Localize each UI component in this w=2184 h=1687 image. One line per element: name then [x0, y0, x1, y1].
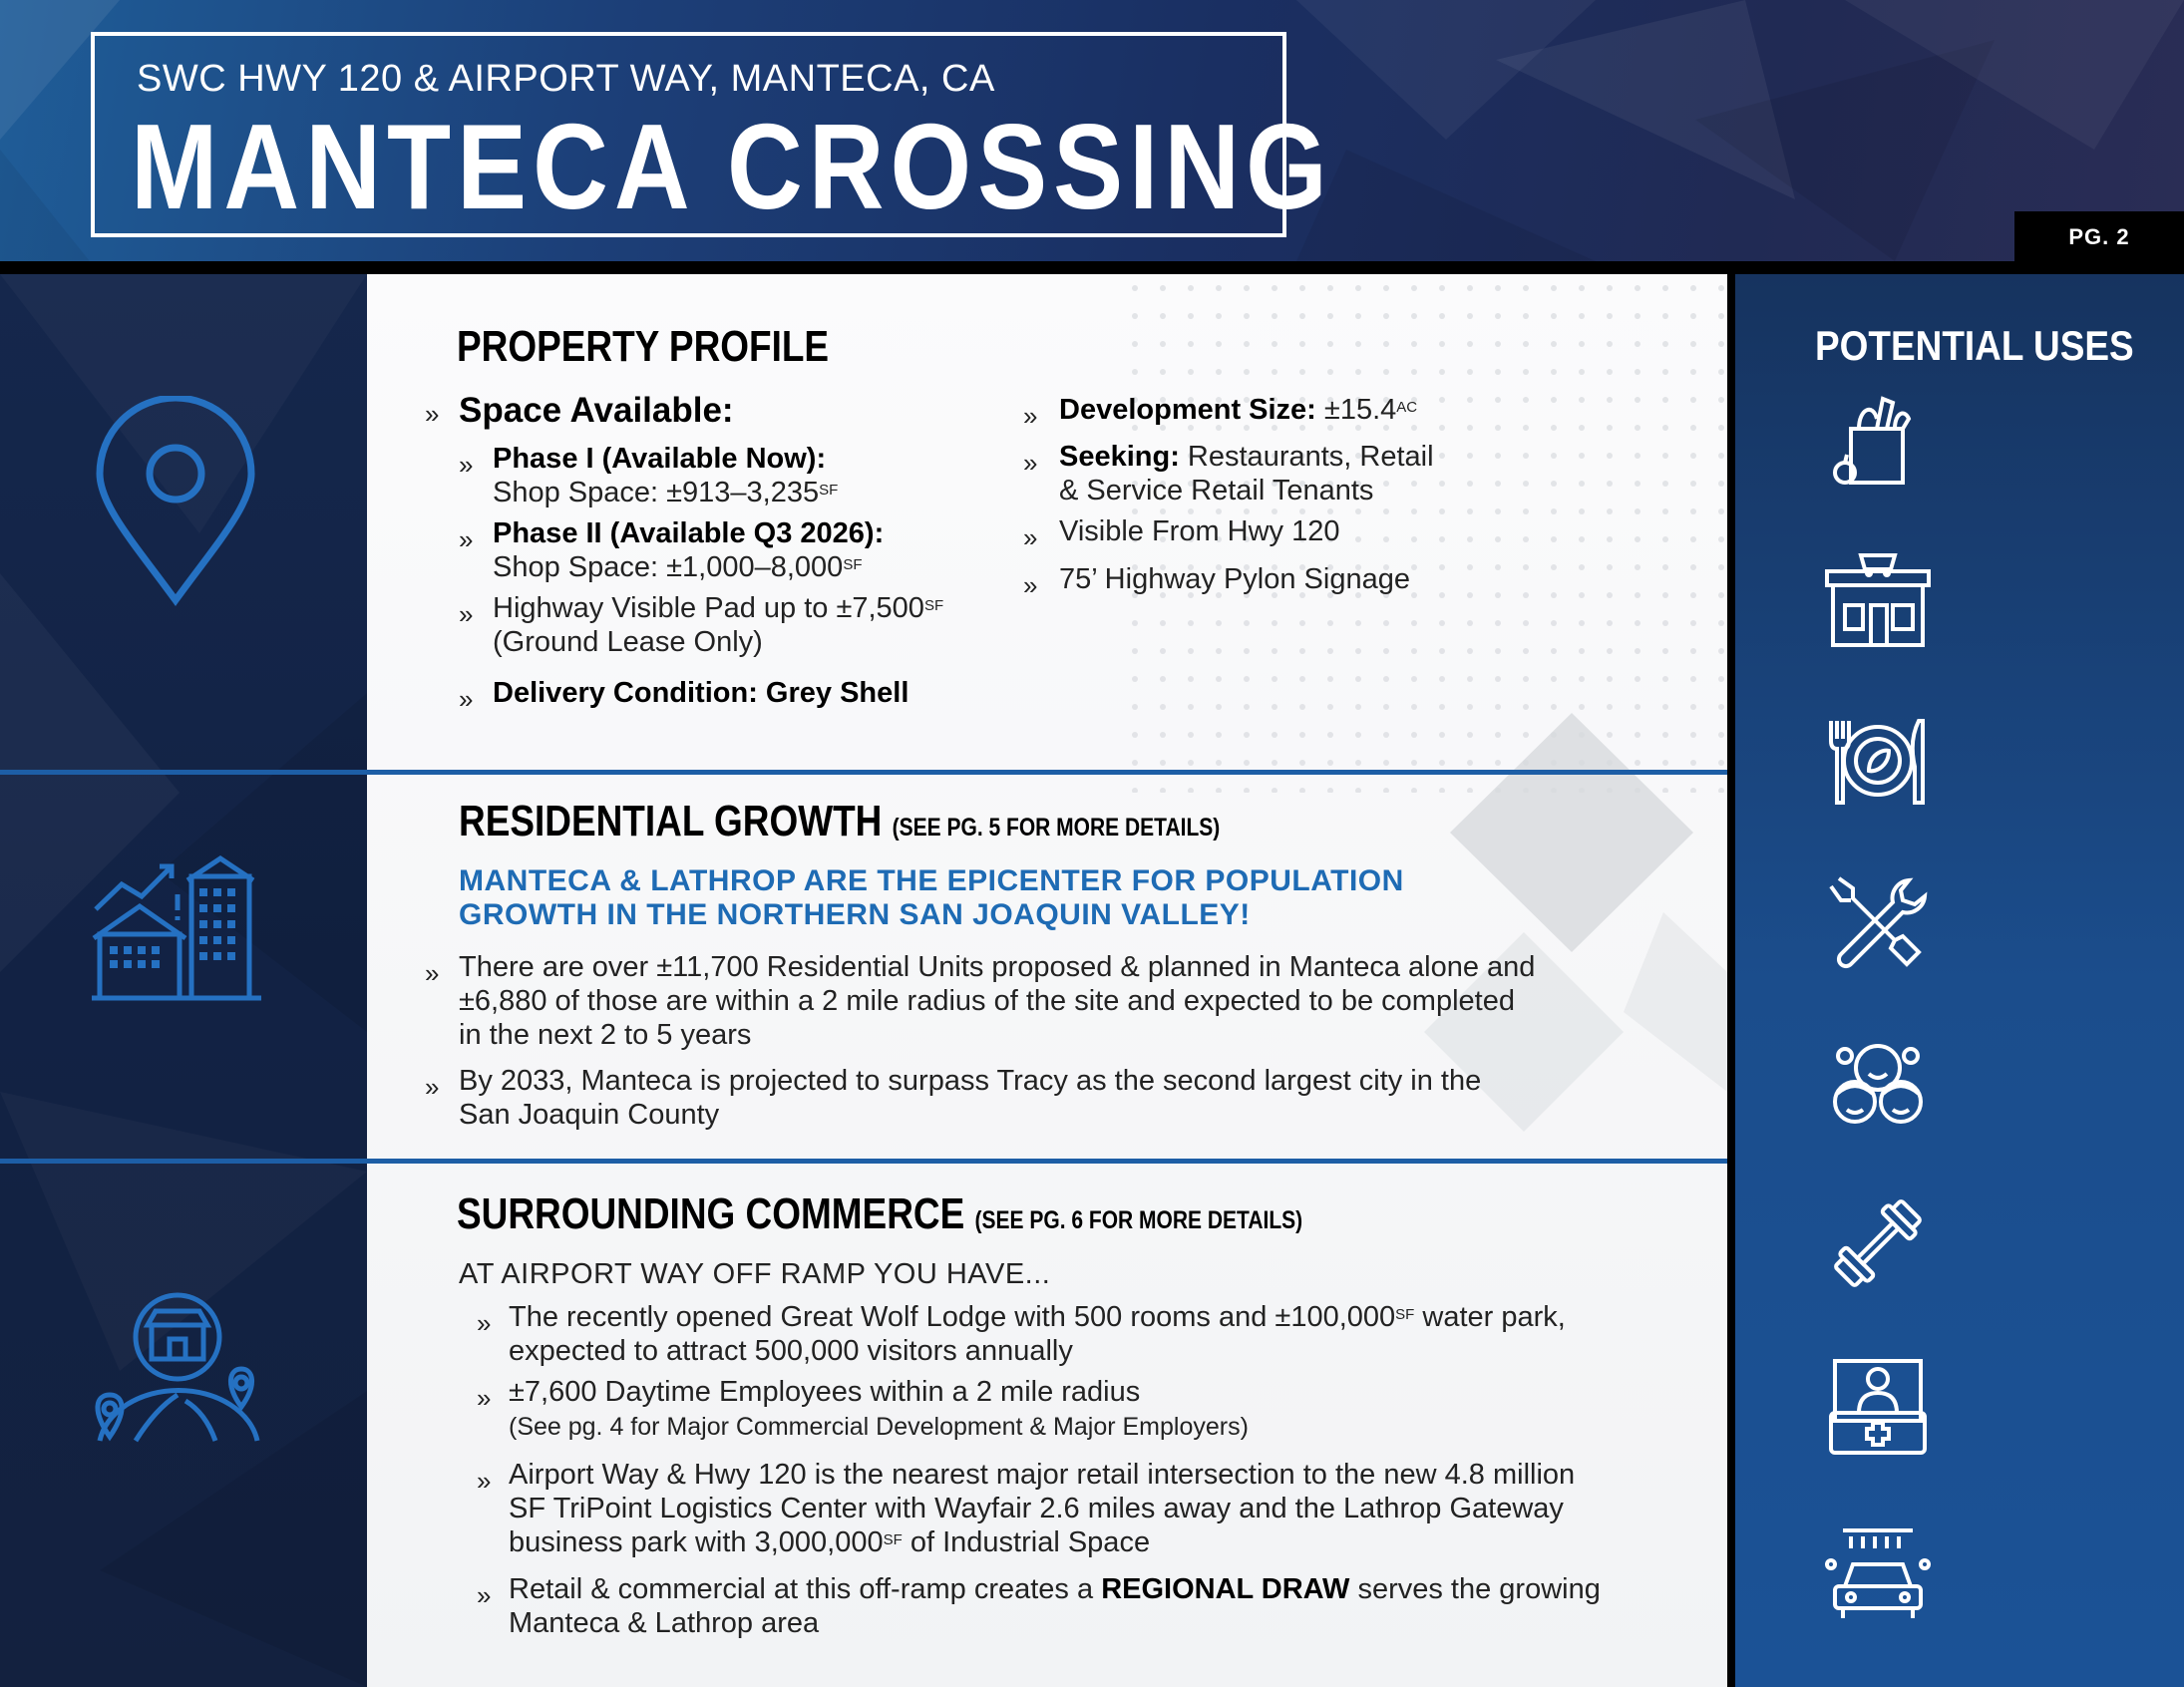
surrounding-commerce-heading — [457, 1189, 1302, 1239]
great-wolf-line-2: expected to attract 500,000 visitors annually — [509, 1335, 1073, 1367]
pylon-signage: 75’ Highway Pylon Signage — [1059, 563, 1410, 595]
tools-icon — [1823, 870, 1933, 970]
main-content — [367, 274, 1727, 1687]
development-size-label: Development Size: — [1059, 394, 1316, 426]
bullet-glyph: » — [425, 399, 440, 429]
fitness-icon — [1823, 1193, 1933, 1293]
residential-units-line-1: There are over ±11,700 Residential Units proposed & planned in Manteca alone and — [459, 951, 1536, 983]
section-divider — [0, 770, 1727, 775]
highlight-line-2: GROWTH IN THE NORTHERN SAN JOAQUIN VALLEY! — [459, 898, 1251, 931]
bullet-glyph: » — [477, 1580, 492, 1610]
daytime-employees: ±7,600 Daytime Employees within a 2 mile radius — [509, 1376, 1141, 1408]
residential-units-line-2: ±6,880 of those are within a 2 mile radius of the site and expected to be completed — [459, 985, 1515, 1017]
potential-uses-heading: POTENTIAL USES — [1815, 322, 2134, 369]
seeking-value: Restaurants, Retail — [1179, 441, 1434, 473]
header-divider — [0, 261, 2184, 274]
phase1-title: Phase I (Available Now): — [493, 443, 827, 475]
property-profile-heading: PROPERTY PROFILE — [457, 322, 830, 371]
sf-unit: SF — [819, 482, 839, 499]
bullet-glyph: » — [477, 1383, 492, 1413]
potential-uses-panel — [1735, 274, 2184, 1687]
bullet-glyph: » — [425, 1072, 440, 1102]
projection-line-1: By 2033, Manteca is projected to surpass Tracy as the second largest city in the — [459, 1065, 1482, 1097]
regional-draw-line-1: Retail & commercial at this off-ramp creates a — [509, 1573, 1102, 1605]
left-icon-column — [0, 274, 367, 1687]
header-banner — [0, 0, 2184, 261]
location-pin-icon — [96, 396, 255, 610]
bullet-glyph: » — [425, 958, 440, 988]
residential-growth-title: RESIDENTIAL GROWTH — [459, 797, 883, 845]
visible-from-hwy: Visible From Hwy 120 — [1059, 515, 1340, 547]
residential-growth-heading — [459, 797, 1220, 846]
sf-unit: SF — [923, 597, 944, 614]
kids-icon — [1823, 1034, 1933, 1134]
page-number-tab: PG. 2 — [2014, 211, 2184, 263]
sf-unit: SF — [1395, 1306, 1415, 1323]
delivery-condition: Delivery Condition: Grey Shell — [493, 677, 910, 709]
phase2-shop-space: Shop Space: ±1,000–8,000 — [493, 551, 844, 583]
bullet-glyph: » — [1023, 448, 1038, 478]
residential-growth-icon — [92, 854, 261, 1002]
bullet-glyph: » — [459, 524, 474, 554]
seeking-value-cont: & Service Retail Tenants — [1059, 475, 1374, 506]
seeking-label: Seeking: — [1059, 441, 1180, 473]
title-box — [91, 32, 1333, 237]
acre-unit: AC — [1396, 399, 1418, 416]
ground-lease-text: (Ground Lease Only) — [493, 626, 763, 658]
tripoint-line-2: SF TriPoint Logistics Center with Wayfair 2.6 miles away and the Lathrop Gateway — [509, 1493, 1564, 1524]
employers-reference: (See pg. 4 for Major Commercial Development & Major Employers) — [509, 1413, 1249, 1441]
phase2-title: Phase II (Available Q3 2026): — [493, 517, 885, 549]
highlight-line-1: MANTECA & LATHROP ARE THE EPICENTER FOR POPULATION — [459, 864, 1404, 897]
surrounding-commerce-note: (SEE PG. 6 FOR MORE DETAILS) — [974, 1206, 1303, 1234]
medical-icon — [1823, 1357, 1933, 1457]
residential-units-line-3: in the next 2 to 5 years — [459, 1019, 752, 1051]
tripoint-line-3-cont: of Industrial Space — [902, 1526, 1151, 1558]
restaurant-icon — [1823, 711, 1933, 811]
bullet-glyph: » — [477, 1466, 492, 1496]
page-title: MANTECA CROSSING — [131, 99, 1333, 234]
regional-draw-line-2: Manteca & Lathrop area — [509, 1607, 820, 1639]
store-icon — [1823, 551, 1933, 651]
regional-draw-emphasis: REGIONAL DRAW — [1101, 1573, 1350, 1605]
surrounding-commerce-title: SURROUNDING COMMERCE — [457, 1189, 965, 1238]
great-wolf-line-1: The recently opened Great Wolf Lodge with 500 rooms and ±100,000 — [509, 1301, 1396, 1333]
development-size-value: ±15.4 — [1315, 394, 1397, 426]
car-wash-icon — [1823, 1524, 1933, 1624]
bullet-glyph: » — [1023, 401, 1038, 431]
bullet-glyph: » — [459, 450, 474, 480]
space-available-label: Space Available: — [459, 391, 734, 430]
regional-draw-line-1-cont: serves the growing — [1349, 1573, 1601, 1605]
tripoint-line-1: Airport Way & Hwy 120 is the nearest major retail intersection to the new 4.8 million — [509, 1459, 1576, 1491]
commerce-intro: AT AIRPORT WAY OFF RAMP YOU HAVE... — [459, 1258, 1051, 1290]
sf-unit: SF — [883, 1531, 903, 1548]
great-wolf-line-1-cont: water park, — [1414, 1301, 1566, 1333]
potential-uses-column — [1727, 274, 2184, 1687]
bullet-glyph: » — [1023, 570, 1038, 600]
property-address: SWC HWY 120 & AIRPORT WAY, MANTECA, CA — [137, 58, 995, 100]
bullet-glyph: » — [459, 599, 474, 629]
tripoint-line-3: business park with 3,000,000 — [509, 1526, 884, 1558]
residential-growth-note: (SEE PG. 5 FOR MORE DETAILS) — [892, 814, 1221, 842]
phase1-shop-space: Shop Space: ±913–3,235 — [493, 477, 820, 508]
bullet-glyph: » — [459, 684, 474, 714]
grocery-icon — [1823, 389, 1933, 489]
section-divider — [0, 1159, 1727, 1164]
sf-unit: SF — [843, 556, 863, 573]
commerce-globe-icon — [86, 1291, 265, 1451]
bullet-glyph: » — [1023, 522, 1038, 552]
bullet-glyph: » — [477, 1308, 492, 1338]
projection-line-2: San Joaquin County — [459, 1099, 720, 1131]
highway-pad-text: Highway Visible Pad up to ±7,500 — [493, 592, 924, 624]
